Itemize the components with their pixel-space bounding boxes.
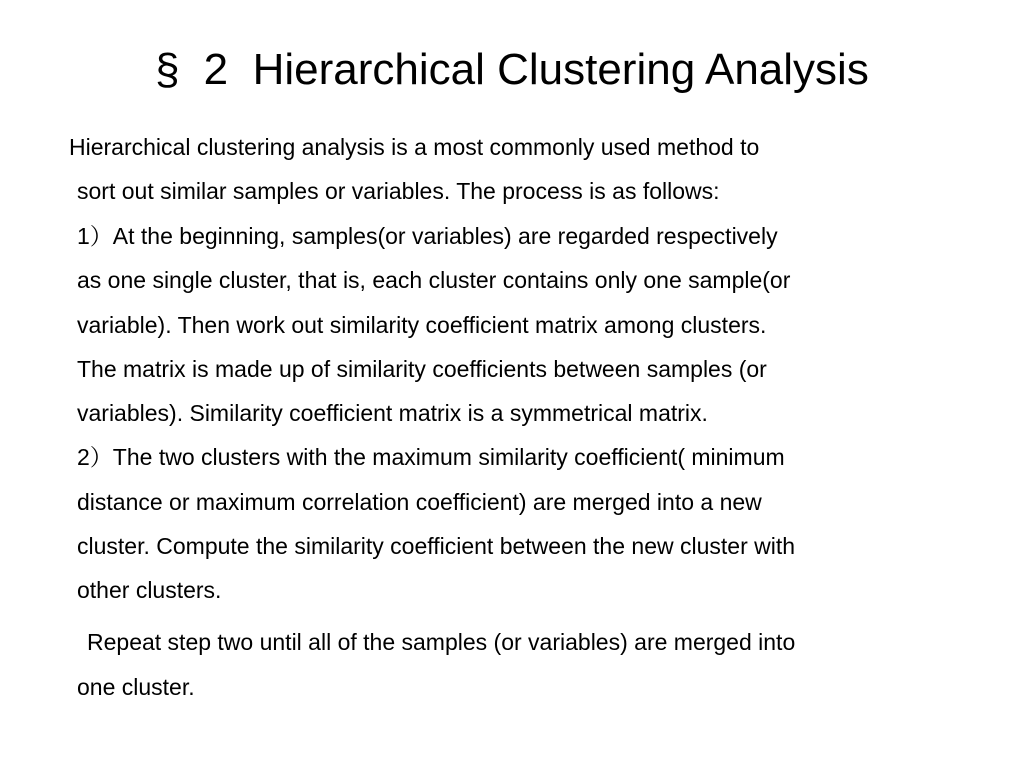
step2-line: other clusters. [77, 577, 222, 603]
slide-title [0, 38, 1024, 102]
step1-line: 1）At the beginning, samples(or variables) are regarded respectively [77, 223, 778, 249]
section-symbol: § [155, 45, 180, 94]
intro-line: Hierarchical clustering analysis is a most commonly used method to [69, 134, 760, 160]
intro-line: sort out similar samples or variables. The process is as follows: [77, 178, 720, 204]
repeat-line: one cluster. [77, 674, 195, 700]
step2-line: cluster. Compute the similarity coefficient between the new cluster with [77, 533, 796, 559]
step1-line: as one single cluster, that is, each cluster contains only one sample(or [77, 267, 791, 293]
step1-line: The matrix is made up of similarity coefficients between samples (or [77, 356, 767, 382]
step2-line: 2）The two clusters with the maximum similarity coefficient( minimum [77, 444, 785, 470]
title-text: 2 Hierarchical Clustering Analysis [203, 45, 869, 94]
step2-line: distance or maximum correlation coefficient) are merged into a new [77, 489, 762, 515]
step1-line: variable). Then work out similarity coefficient matrix among clusters. [77, 312, 767, 338]
step1-line: variables). Similarity coefficient matrix is a symmetrical matrix. [77, 400, 708, 426]
repeat-line: Repeat step two until all of the samples (or variables) are merged into [87, 629, 796, 655]
